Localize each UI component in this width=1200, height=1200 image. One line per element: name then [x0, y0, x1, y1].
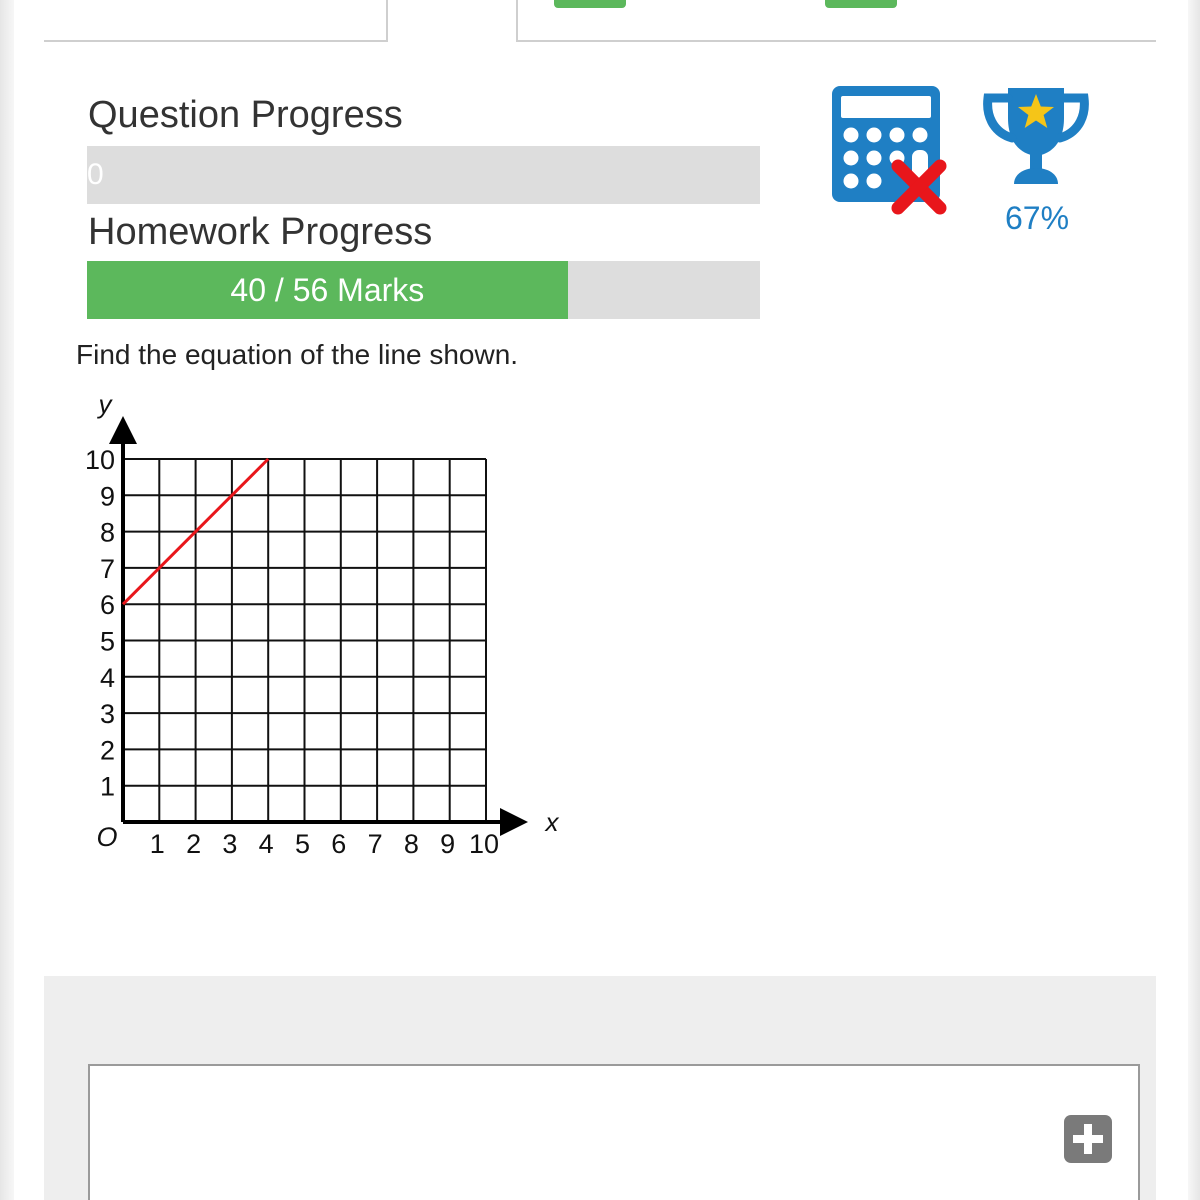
y-tick-label: 1 — [99, 771, 115, 802]
homework-progress-title: Homework Progress — [88, 211, 433, 253]
x-tick-label: 2 — [186, 829, 202, 859]
x-tick-label: 8 — [403, 829, 419, 859]
graph-grid — [123, 459, 486, 822]
x-tick-label: 7 — [367, 829, 383, 859]
x-tick-label: 6 — [331, 829, 347, 859]
question-progress-value: 0 — [87, 158, 104, 191]
question-text: Find the equation of the line shown. — [76, 339, 519, 370]
homework-progress-label: 40 / 56 Marks — [230, 271, 425, 308]
x-tick-label: 10 — [468, 829, 500, 859]
y-tick-label: 6 — [99, 590, 115, 621]
graph-axes — [109, 416, 528, 836]
y-tick-label: 9 — [99, 481, 115, 512]
y-tick-label: 5 — [99, 626, 115, 657]
x-tick-label: 5 — [294, 829, 311, 859]
add-answer-button[interactable] — [1064, 1115, 1112, 1163]
answer-input[interactable] — [88, 1064, 1140, 1200]
origin-label: O — [96, 822, 118, 852]
y-tick-label: 8 — [99, 517, 115, 548]
question-progress-title: Question Progress — [88, 94, 403, 136]
y-axis-label: y — [98, 389, 112, 419]
trophy-percent: 67% — [1004, 200, 1070, 236]
y-axis-arrow — [109, 416, 137, 444]
x-axis-arrow — [500, 808, 528, 836]
x-tick-label: 9 — [440, 829, 456, 859]
plus-icon — [1064, 1115, 1112, 1163]
x-tick-label: 3 — [222, 829, 238, 859]
y-tick-label: 7 — [99, 553, 115, 584]
y-tick-label: 10 — [84, 445, 115, 475]
y-tick-label: 2 — [99, 735, 115, 766]
y-tick-label: 4 — [99, 662, 115, 693]
y-tick-label: 3 — [99, 699, 115, 730]
x-tick-label: 4 — [258, 829, 274, 859]
x-axis-label: x — [545, 807, 559, 837]
x-tick-label: 1 — [149, 829, 165, 859]
